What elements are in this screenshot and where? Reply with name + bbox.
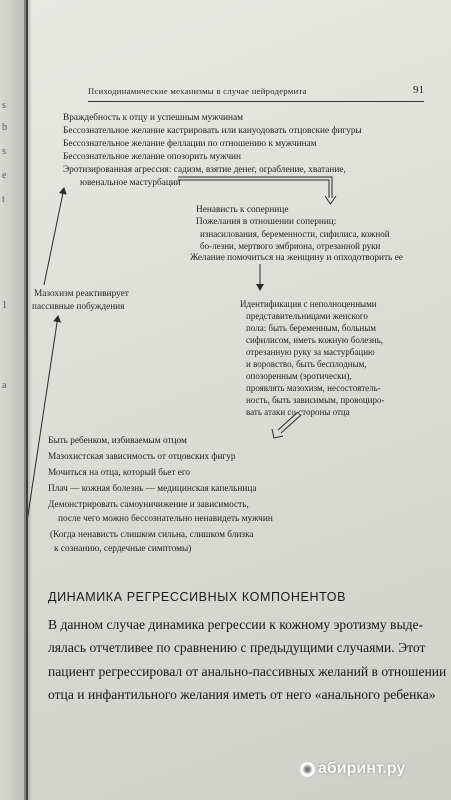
paragraph-line: В данном случае динамика регрессии к кожному эротизму выде- <box>48 617 424 632</box>
diagram-identification-line: и воровство, быть бесплодным, <box>246 359 367 369</box>
facing-page-fragment: t <box>2 194 5 205</box>
diagram-identification-line: проявлять мазохизм, несостоятель- <box>246 383 381 393</box>
diagram-identification-line: пола: быть беременным, больным <box>246 323 376 333</box>
diagram-rival-line: Ненависть к сопернице <box>196 205 289 215</box>
diagram-masochism-line: пассивные побуждения <box>32 302 125 312</box>
facing-page-fragment: 1 <box>2 300 7 311</box>
watermark <box>300 760 405 778</box>
diagram-top-line: Бессознательное желание феллации по отношению к мужчинам <box>63 139 317 149</box>
arrow-bottom-to-masochism <box>28 316 58 568</box>
book-gutter-shadow <box>24 0 32 800</box>
arrow-to-bottom-block <box>272 412 301 438</box>
facing-page-fragment: a <box>2 380 7 391</box>
diagram-identification-line: отрезанную руку за мастурбацию <box>246 347 375 357</box>
diagram-identification-line: опозоренным (эротически), <box>246 371 352 381</box>
diagram-bottom-line: (Когда ненависть слишком сильна, слишком близка <box>50 530 254 540</box>
diagram-top-line: Эротизированная агрессия: садизм, взятие денег, ограбление, хватание, <box>63 165 346 175</box>
diagram-identification-line: представительницами женского <box>246 311 368 321</box>
labirint-logo-icon: ◉ <box>300 762 315 777</box>
diagram-rival-line: Пожелания в отношении соперниц: <box>196 217 337 227</box>
diagram-identification-line: ность, быть зависимым, провоциро- <box>246 395 385 405</box>
diagram-identification-line: сифилисом, иметь кожную болезнь, <box>246 335 384 345</box>
page-number: 91 <box>413 84 424 96</box>
diagram-rival-line: Желание помочиться на женщину и опходотворить ее <box>190 253 403 263</box>
diagram-top-line: ювенальное мастурбации <box>80 178 181 188</box>
diagram-bottom-line: Плач — кожная болезнь — медицинская капельница <box>48 484 257 494</box>
facing-page-edge <box>0 0 26 800</box>
facing-page-fragment: e <box>2 170 7 181</box>
diagram-identification-line: вать атаки со стороны отца <box>246 407 350 417</box>
running-title: Психодинамические механизмы в случае нейродермита <box>88 86 307 96</box>
diagram-top-line: Бессознательное желание опозорить мужчин <box>63 152 241 162</box>
paragraph-line: пациент регрессировал от анально-пассивных желаний в отношении <box>48 664 447 679</box>
diagram-bottom-line: после чего можно бессознательно ненавидеть мужчин <box>58 514 273 524</box>
diagram-masochism-line: Мазохизм реактивирует <box>34 289 129 299</box>
diagram-bottom-line: Демонстрировать самоуничижение и зависимость, <box>48 500 249 510</box>
diagram-rival-line: бо-лезни, мертвого эмбриона, отрезанной руки <box>200 241 381 251</box>
paragraph-line: отца и инфантильного желания иметь от него «анального ребенка» <box>48 687 436 702</box>
diagram-bottom-line: Быть ребенком, избиваемым отцом <box>48 436 187 446</box>
diagram-top-line: Бессознательное желание кастрировать или кануодовать отцовские фигуры <box>63 126 362 136</box>
diagram-arrows <box>28 0 451 800</box>
book-page <box>28 0 451 800</box>
diagram-top-line: Враждебность к отцу и успешным мужчинам <box>63 113 243 123</box>
facing-page-fragment: s <box>2 100 6 111</box>
facing-page-fragment: s <box>2 146 6 157</box>
diagram-bottom-line: Мазохистская зависимость от отцовских фигур <box>48 452 236 462</box>
arrow-to-rival-block <box>178 177 336 204</box>
diagram-bottom-line: к сознанию, сердечные симптомы) <box>54 544 192 554</box>
diagram-bottom-line: Мочиться на отца, который бьет его <box>48 468 191 478</box>
watermark-text: абиринт.ру <box>318 760 406 777</box>
paragraph-line: лялась отчетливее по сравнению с предыдущими случаями. Этот <box>48 640 426 655</box>
diagram-identification-line: Идентификация с неполноценными <box>240 299 377 309</box>
section-heading: ДИНАМИКА РЕГРЕССИВНЫХ КОМПОНЕНТОВ <box>48 590 347 604</box>
diagram-rival-line: изнасилования, беременности, сифилиса, кожной <box>200 229 390 239</box>
facing-page-fragment: b <box>2 122 7 133</box>
arrow-masochism-to-top <box>44 188 64 285</box>
